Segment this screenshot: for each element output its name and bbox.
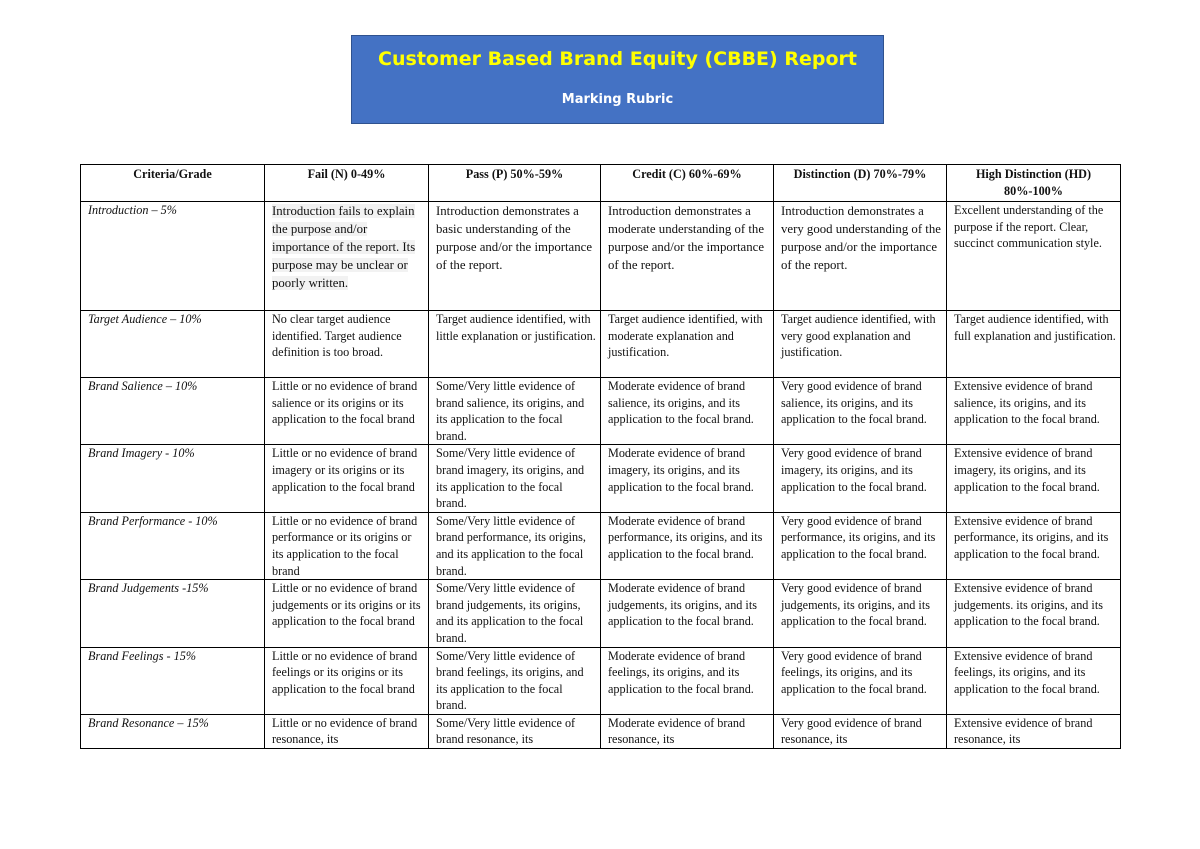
fail-cell: Little or no evidence of brand performance or its origins or its application to the focal brand <box>265 512 429 579</box>
credit-cell: Moderate evidence of brand judgements, its origins, and its application to the focal brand. <box>601 580 774 647</box>
table-row <box>81 512 1121 579</box>
table-row <box>81 580 1121 647</box>
credit-cell: Introduction demonstrates a moderate understanding of the purpose and/or the importance of the report. <box>601 202 774 311</box>
credit-cell: Moderate evidence of brand imagery, its origins, and its application to the focal brand. <box>601 445 774 512</box>
fail-cell: Little or no evidence of brand imagery or its origins or its application to the focal brand <box>265 445 429 512</box>
credit-cell: Moderate evidence of brand feelings, its origins, and its application to the focal brand. <box>601 647 774 714</box>
criteria-cell: Target Audience – 10% <box>81 311 265 378</box>
pass-cell: Target audience identified, with little explanation or justification. <box>429 311 601 378</box>
pass-cell: Some/Very little evidence of brand imagery, its origins, and its application to the focal brand. <box>429 445 601 512</box>
distinction-cell: Very good evidence of brand judgements, its origins, and its application to the focal brand. <box>774 580 947 647</box>
pass-cell: Some/Very little evidence of brand salience, its origins, and its application to the focal brand. <box>429 378 601 445</box>
criteria-cell: Brand Feelings - 15% <box>81 647 265 714</box>
report-title-box <box>351 35 884 124</box>
distinction-cell: Very good evidence of brand resonance, its <box>774 714 947 748</box>
table-row <box>81 714 1121 748</box>
column-header-distinction: Distinction (D) 70%-79% <box>774 165 947 202</box>
credit-cell: Moderate evidence of brand resonance, its <box>601 714 774 748</box>
high-distinction-cell: Extensive evidence of brand resonance, its <box>947 714 1121 748</box>
credit-cell: Target audience identified, with moderate explanation and justification. <box>601 311 774 378</box>
report-subtitle: Marking Rubric <box>561 92 674 107</box>
distinction-cell: Very good evidence of brand imagery, its origins, and its application to the focal brand. <box>774 445 947 512</box>
criteria-cell: Brand Performance - 10% <box>81 512 265 579</box>
report-title: Customer Based Brand Equity (CBBE) Report <box>378 48 857 70</box>
criteria-cell: Brand Imagery - 10% <box>81 445 265 512</box>
high-distinction-cell: Extensive evidence of brand salience, its origins, and its application to the focal brand. <box>947 378 1121 445</box>
pass-cell: Some/Very little evidence of brand feelings, its origins, and its application to the focal brand. <box>429 647 601 714</box>
credit-cell: Moderate evidence of brand salience, its origins, and its application to the focal brand. <box>601 378 774 445</box>
fail-cell: No clear target audience identified. Target audience definition is too broad. <box>265 311 429 378</box>
distinction-cell: Introduction demonstrates a very good understanding of the purpose and/or the importance of the report. <box>774 202 947 311</box>
column-header-fail: Fail (N) 0-49% <box>265 165 429 202</box>
high-distinction-cell: Extensive evidence of brand imagery, its origins, and its application to the focal brand. <box>947 445 1121 512</box>
criteria-cell: Introduction – 5% <box>81 202 265 311</box>
pass-cell: Introduction demonstrates a basic understanding of the purpose and/or the importance of the report. <box>429 202 601 311</box>
marking-rubric-table <box>80 164 1121 749</box>
table-row <box>81 445 1121 512</box>
pass-cell: Some/Very little evidence of brand judgements, its origins, and its application to the focal brand. <box>429 580 601 647</box>
high-distinction-cell: Excellent understanding of the purpose if the report. Clear, succinct communication style. <box>947 202 1121 311</box>
high-distinction-cell: Extensive evidence of brand judgements. its origins, and its application to the focal brand. <box>947 580 1121 647</box>
table-header-row <box>81 165 1121 202</box>
pass-cell: Some/Very little evidence of brand resonance, its <box>429 714 601 748</box>
fail-cell: Little or no evidence of brand feelings or its origins or its application to the focal brand <box>265 647 429 714</box>
high-distinction-cell: Target audience identified, with full explanation and justification. <box>947 311 1121 378</box>
distinction-cell: Target audience identified, with very good explanation and justification. <box>774 311 947 378</box>
column-header-credit: Credit (C) 60%-69% <box>601 165 774 202</box>
column-header-pass: Pass (P) 50%-59% <box>429 165 601 202</box>
credit-cell: Moderate evidence of brand performance, its origins, and its application to the focal brand. <box>601 512 774 579</box>
table-row <box>81 202 1121 311</box>
table-row <box>81 647 1121 714</box>
criteria-cell: Brand Judgements -15% <box>81 580 265 647</box>
high-distinction-cell: Extensive evidence of brand feelings, its origins, and its application to the focal brand. <box>947 647 1121 714</box>
fail-text: Introduction fails to explain the purpose and/or importance of the report. Its purpose may be unclear or poorly written. <box>272 204 416 290</box>
distinction-cell: Very good evidence of brand performance, its origins, and its application to the focal brand. <box>774 512 947 579</box>
criteria-cell: Brand Salience – 10% <box>81 378 265 445</box>
distinction-cell: Very good evidence of brand salience, its origins, and its application to the focal brand. <box>774 378 947 445</box>
distinction-cell: Very good evidence of brand feelings, its origins, and its application to the focal brand. <box>774 647 947 714</box>
fail-cell: Little or no evidence of brand salience or its origins or its application to the focal brand <box>265 378 429 445</box>
fail-cell: Little or no evidence of brand judgements or its origins or its application to the focal brand <box>265 580 429 647</box>
column-header-criteria: Criteria/Grade <box>81 165 265 202</box>
criteria-cell: Brand Resonance – 15% <box>81 714 265 748</box>
pass-cell: Some/Very little evidence of brand performance, its origins, and its application to the focal brand. <box>429 512 601 579</box>
table-row <box>81 378 1121 445</box>
table-row <box>81 311 1121 378</box>
high-distinction-cell: Extensive evidence of brand performance, its origins, and its application to the focal brand. <box>947 512 1121 579</box>
fail-cell <box>265 202 429 311</box>
fail-cell: Little or no evidence of brand resonance, its <box>265 714 429 748</box>
column-header-high-distinction: High Distinction (HD) 80%-100% <box>947 165 1121 202</box>
